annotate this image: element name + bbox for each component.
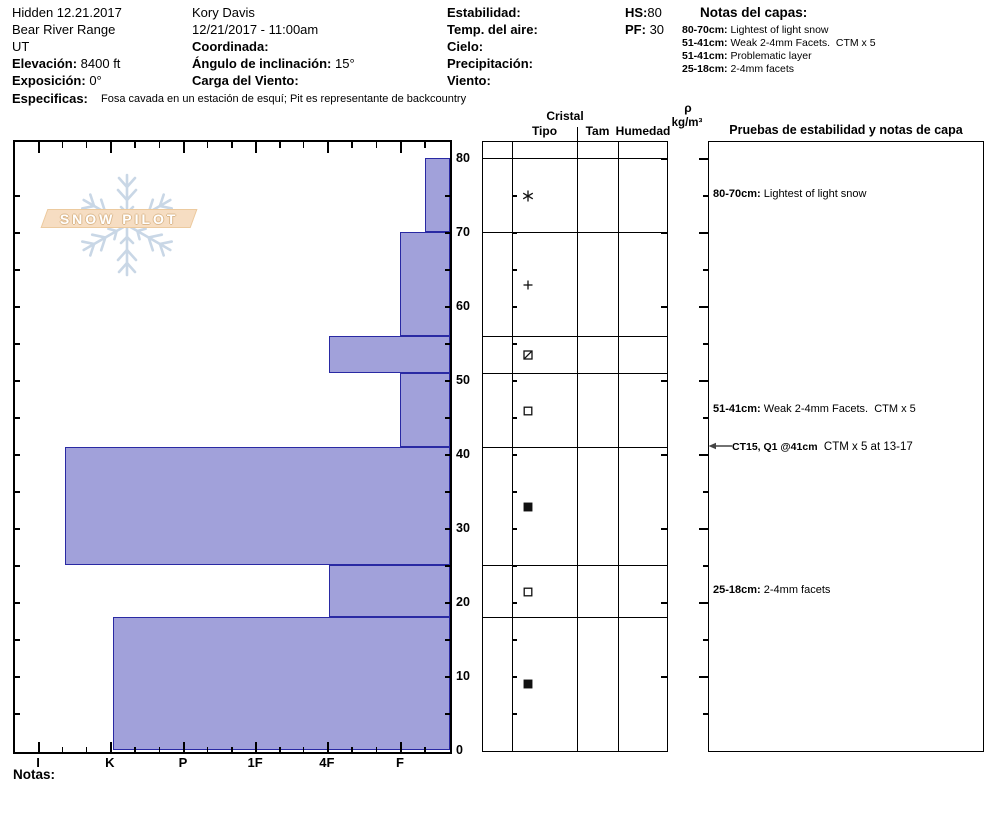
hardness-minor-tick-top <box>376 142 378 148</box>
density-depth-tick <box>703 269 708 271</box>
hardness-minor-tick-bottom <box>134 747 136 752</box>
hardness-major-tick-top <box>400 142 402 153</box>
depth-minor-tick-right <box>445 195 450 197</box>
air-temp-line: Temp. del aire: <box>447 22 538 37</box>
layer-bar-25-18cm <box>329 565 450 617</box>
snowpilot-logo-text: SNOW PILOT <box>59 210 179 227</box>
grain-symbol-square-filled <box>522 500 534 518</box>
depth-minor-tick-right <box>445 232 450 234</box>
depth-minor-tick-right <box>445 528 450 530</box>
depth-minor-tick-right <box>445 491 450 493</box>
aspect-line: Exposición: 0° <box>12 73 102 88</box>
layer-boundary-line <box>483 617 667 618</box>
stability-test-annotation: CT15, Q1 @41cm CTM x 5 at 13-17 <box>708 440 913 453</box>
wind-line: Viento: <box>447 73 491 88</box>
precip-line: Precipitación: <box>447 56 533 71</box>
depth-minor-tick-left <box>15 676 20 678</box>
density-depth-tick <box>699 676 708 678</box>
hardness-minor-tick-top <box>86 142 88 148</box>
layer-boundary-line <box>483 373 667 374</box>
grain-symbol-asterisk <box>522 189 534 207</box>
depth-minor-tick-right <box>445 565 450 567</box>
depth-tick-label: 40 <box>456 447 470 461</box>
hardness-major-tick-bottom <box>110 742 112 752</box>
hardness-minor-tick-top <box>351 142 353 148</box>
range-name: Bear River Range <box>12 22 116 37</box>
density-depth-tick <box>699 158 708 160</box>
depth-minor-tick-left <box>15 528 20 530</box>
layer-bar-70-56cm <box>400 232 450 336</box>
density-depth-tick <box>699 232 708 234</box>
wind-loading-line: Carga del Viento: <box>192 73 299 88</box>
hardness-minor-tick-top <box>279 142 281 148</box>
depth-minor-tick-left <box>15 602 20 604</box>
hardness-minor-tick-bottom <box>351 747 353 752</box>
hardness-minor-tick-bottom <box>207 747 209 752</box>
grain-symbol-plus <box>522 278 534 296</box>
tipo-depth-tick <box>512 232 517 234</box>
tipo-column-header: Tipo <box>531 124 558 138</box>
depth-minor-tick-left <box>15 639 20 641</box>
grain-symbol-square-filled <box>522 677 534 695</box>
stability-line: Estabilidad: <box>447 5 521 20</box>
depth-minor-tick-left <box>15 713 20 715</box>
density-depth-tick <box>699 454 708 456</box>
header-layer-note: 25-18cm: 2-4mm facets <box>682 63 795 75</box>
humedad-depth-tick <box>661 528 667 530</box>
header-layer-note: 51-41cm: Weak 2-4mm Facets. CTM x 5 <box>682 37 876 49</box>
header-layer-note: 80-70cm: Lightest of light snow <box>682 24 829 36</box>
hardness-minor-tick-bottom <box>231 747 233 752</box>
hardness-major-tick-bottom <box>183 742 185 752</box>
depth-minor-tick-left <box>15 491 20 493</box>
hardness-tick-label: K <box>105 755 115 770</box>
humedad-depth-tick <box>661 602 667 604</box>
layer-boundary-line <box>483 158 667 159</box>
depth-minor-tick-right <box>445 306 450 308</box>
depth-minor-tick-right <box>445 380 450 382</box>
depth-tick-label: 60 <box>456 299 470 313</box>
layer-bar-41-25cm <box>65 447 450 565</box>
specifics-text: Fosa cavada en un estación de esquí; Pit es representante de backcountry <box>101 93 467 105</box>
humedad-depth-tick <box>661 306 667 308</box>
tipo-depth-tick <box>512 380 517 382</box>
grain-symbol-square-diagonal <box>522 348 534 366</box>
depth-minor-tick-left <box>15 380 20 382</box>
density-depth-tick <box>699 306 708 308</box>
notas-footer-label: Notas: <box>13 767 56 782</box>
layer-bar-51-41cm <box>400 373 450 447</box>
tipo-depth-tick <box>512 528 517 530</box>
depth-minor-tick-right <box>445 639 450 641</box>
hardness-minor-tick-bottom <box>62 747 64 752</box>
depth-tick-label: 0 <box>456 743 463 757</box>
pf-line: PF: 30 <box>625 22 665 37</box>
hardness-tick-label: 4F <box>319 755 335 770</box>
hardness-minor-tick-top <box>159 142 161 148</box>
tipo-depth-tick <box>512 306 517 308</box>
hardness-major-tick-top <box>38 142 40 153</box>
depth-minor-tick-left <box>15 306 20 308</box>
hardness-minor-tick-bottom <box>376 747 378 752</box>
density-depth-tick <box>699 602 708 604</box>
layer-boundary-line <box>483 447 667 448</box>
pit-datetime: 12/21/2017 - 11:00am <box>192 22 319 37</box>
hardness-major-tick-bottom <box>327 742 329 752</box>
layer-boundary-line <box>483 232 667 233</box>
specifics-label: Especificas: <box>12 91 88 106</box>
humedad-depth-tick <box>661 158 667 160</box>
hardness-minor-tick-top <box>303 142 305 148</box>
depth-minor-tick-left <box>15 269 20 271</box>
layer-bar-56-51cm <box>329 336 450 373</box>
density-depth-tick <box>699 380 708 382</box>
tipo-depth-tick <box>512 454 517 456</box>
hardness-tick-label: I <box>36 755 40 770</box>
layer-notes-title: Notas del capas: <box>700 5 808 20</box>
tipo-tam-divider <box>577 127 578 141</box>
density-depth-tick <box>703 417 708 419</box>
depth-minor-tick-right <box>445 602 450 604</box>
stability-tests-header: Pruebas de estabilidad y notas de capa <box>729 123 963 137</box>
humedad-column-header: Humedad <box>615 124 671 138</box>
hardness-major-tick-top <box>255 142 257 153</box>
coordinates-line: Coordinada: <box>192 39 269 54</box>
humedad-depth-tick <box>661 232 667 234</box>
density-depth-tick <box>699 528 708 530</box>
hardness-major-tick-bottom <box>38 742 40 752</box>
hardness-profile-plot <box>13 140 452 754</box>
sky-line: Cielo: <box>447 39 484 54</box>
tipo-depth-tick <box>512 565 517 567</box>
depth-minor-tick-left <box>15 565 20 567</box>
tipo-depth-tick <box>512 676 517 678</box>
depth-minor-tick-right <box>445 417 450 419</box>
hardness-major-tick-top <box>110 142 112 153</box>
tipo-depth-tick <box>512 417 517 419</box>
density-rho-header: ρ <box>684 101 692 115</box>
depth-minor-tick-right <box>445 269 450 271</box>
hardness-major-tick-bottom <box>400 742 402 752</box>
depth-tick-label: 80 <box>456 151 470 165</box>
density-units-header: kg/m³ <box>671 117 703 129</box>
layer-boundary-line <box>483 336 667 337</box>
header-layer-note: 51-41cm: Problematic layer <box>682 50 812 62</box>
depth-minor-tick-left <box>15 195 20 197</box>
tipo-depth-tick <box>512 195 517 197</box>
density-depth-tick <box>703 713 708 715</box>
hardness-minor-tick-top <box>424 142 426 148</box>
humedad-depth-tick <box>661 454 667 456</box>
hardness-minor-tick-top <box>62 142 64 148</box>
depth-minor-tick-left <box>15 343 20 345</box>
density-depth-tick <box>703 565 708 567</box>
depth-tick-label: 20 <box>456 595 470 609</box>
hardness-minor-tick-top <box>134 142 136 148</box>
depth-minor-tick-left <box>15 417 20 419</box>
density-depth-tick <box>703 639 708 641</box>
density-depth-tick <box>703 343 708 345</box>
depth-minor-tick-right <box>445 343 450 345</box>
crystal-table <box>482 141 668 752</box>
depth-tick-label: 30 <box>456 521 470 535</box>
depth-minor-tick-left <box>15 454 20 456</box>
depth-minor-tick-right <box>445 676 450 678</box>
hardness-tick-label: P <box>178 755 188 770</box>
hardness-major-tick-bottom <box>255 742 257 752</box>
grain-symbol-square-open <box>522 585 534 603</box>
profile-note: 80-70cm: Lightest of light snow <box>713 188 867 200</box>
hs-line: HS:80 <box>625 5 662 20</box>
cristal-group-header: Cristal <box>546 109 584 123</box>
depth-minor-tick-right <box>445 454 450 456</box>
humedad-depth-tick <box>661 380 667 382</box>
depth-minor-tick-right <box>445 713 450 715</box>
tipo-depth-tick <box>512 713 517 715</box>
tipo-depth-tick <box>512 343 517 345</box>
pit-title: Hidden 12.21.2017 <box>12 5 122 20</box>
hardness-minor-tick-bottom <box>303 747 305 752</box>
tam-column-header: Tam <box>585 124 610 138</box>
grain-symbol-square-open <box>522 404 534 422</box>
tipo-depth-tick <box>512 269 517 271</box>
snowpilot-logo <box>41 209 198 228</box>
slope-angle-line: Ángulo de inclinación: 15° <box>192 56 355 71</box>
tipo-depth-tick <box>512 602 517 604</box>
hardness-major-tick-top <box>327 142 329 153</box>
elevation-line: Elevación: 8400 ft <box>12 56 121 71</box>
state-name: UT <box>12 39 30 54</box>
density-depth-tick <box>703 195 708 197</box>
depth-tick-label: 70 <box>456 225 470 239</box>
depth-minor-tick-left <box>15 232 20 234</box>
hardness-major-tick-top <box>183 142 185 153</box>
depth-tick-label: 50 <box>456 373 470 387</box>
hardness-minor-tick-bottom <box>424 747 426 752</box>
left-arrow-icon <box>708 440 732 452</box>
hardness-tick-label: 1F <box>247 755 263 770</box>
hardness-tick-label: F <box>395 755 404 770</box>
profile-note: 25-18cm: 2-4mm facets <box>713 583 831 596</box>
tipo-depth-tick <box>512 491 517 493</box>
profile-note: 51-41cm: Weak 2-4mm Facets. CTM x 5 <box>713 402 916 415</box>
density-depth-tick <box>703 491 708 493</box>
tipo-depth-tick <box>512 639 517 641</box>
layer-boundary-line <box>483 565 667 566</box>
humedad-depth-tick <box>661 676 667 678</box>
observer-name: Kory Davis <box>192 5 255 20</box>
hardness-minor-tick-bottom <box>159 747 161 752</box>
hardness-minor-tick-bottom <box>279 747 281 752</box>
hardness-minor-tick-top <box>207 142 209 148</box>
stability-notes-box <box>708 141 984 752</box>
depth-tick-label: 10 <box>456 669 470 683</box>
hardness-minor-tick-top <box>231 142 233 148</box>
layer-bar-18-0cm <box>113 617 450 750</box>
hardness-minor-tick-bottom <box>86 747 88 752</box>
